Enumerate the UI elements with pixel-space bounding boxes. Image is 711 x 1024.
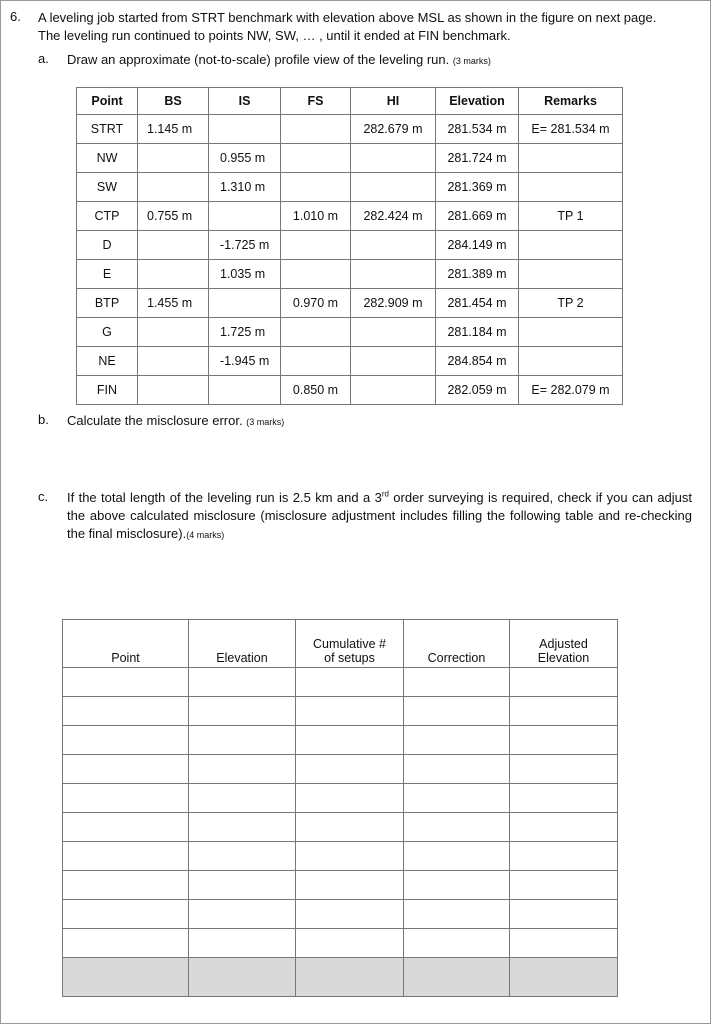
table-row — [63, 668, 618, 697]
cell-hi — [351, 318, 436, 347]
adjust-header-elevation — [189, 620, 296, 668]
adjust-cell-point — [63, 929, 189, 958]
adjust-cell-cumulative-setups — [296, 813, 404, 842]
header-remarks: Remarks — [519, 88, 623, 115]
cell-is — [209, 202, 281, 231]
adjust-cell-cumulative-setups — [296, 900, 404, 929]
cell-bs — [138, 144, 209, 173]
adjust-header-line: Cumulative # — [313, 637, 386, 651]
cell-hi — [351, 260, 436, 289]
leveling-table — [76, 87, 623, 405]
cell-point: STRT — [77, 115, 138, 144]
part-c-prompt-start: If the total length of the leveling run is 2.5 km and a 3 — [67, 490, 382, 505]
table-row — [63, 842, 618, 871]
cell-elevation: 281.389 m — [436, 260, 519, 289]
adjust-cell-cumulative-setups — [296, 842, 404, 871]
cell-remarks — [519, 173, 623, 202]
adjust-cell-adjusted-elevation — [510, 668, 618, 697]
cell-remarks: TP 1 — [519, 202, 623, 231]
cell-fs — [281, 173, 351, 202]
cell-fs — [281, 260, 351, 289]
cell-fs: 0.850 m — [281, 376, 351, 405]
table-row — [63, 929, 618, 958]
cell-elevation: 284.149 m — [436, 231, 519, 260]
cell-is: 1.725 m — [209, 318, 281, 347]
cell-remarks — [519, 231, 623, 260]
cell-elevation: 282.059 m — [436, 376, 519, 405]
cell-point: NE — [77, 347, 138, 376]
cell-hi — [351, 173, 436, 202]
adjust-cell-cumulative-setups — [296, 668, 404, 697]
cell-remarks: E= 282.079 m — [519, 376, 623, 405]
header-point: Point — [77, 88, 138, 115]
adjust-cell-elevation — [189, 784, 296, 813]
adjust-cell-elevation — [189, 929, 296, 958]
adjust-cell-cumulative-setups — [296, 726, 404, 755]
part-c-text — [67, 489, 692, 544]
adjust-header-line: Adjusted — [539, 637, 588, 651]
adjustment-table — [62, 619, 618, 997]
part-c-prompt-end: order surveying is required, check if you can adjust the above calculated misclosure (misclosure adjustment includes filling the following table and re-checking the final misclosure). — [67, 490, 693, 541]
adjust-header-line: Elevation — [216, 651, 268, 665]
cell-bs — [138, 376, 209, 405]
table-row — [77, 376, 623, 405]
adjust-cell-adjusted-elevation — [510, 871, 618, 900]
cell-fs: 0.970 m — [281, 289, 351, 318]
cell-elevation: 281.454 m — [436, 289, 519, 318]
cell-point: FIN — [77, 376, 138, 405]
adjust-header-line: Point — [111, 651, 140, 665]
cell-point: BTP — [77, 289, 138, 318]
adjust-cell-point — [63, 813, 189, 842]
cell-hi — [351, 376, 436, 405]
cell-is: 1.310 m — [209, 173, 281, 202]
cell-point: NW — [77, 144, 138, 173]
table-row — [63, 726, 618, 755]
adjust-cell-point — [63, 842, 189, 871]
table-row — [63, 871, 618, 900]
adjust-cell-cumulative-setups — [296, 697, 404, 726]
adjust-cell-elevation — [189, 871, 296, 900]
adjust-header-line: of setups — [324, 651, 375, 665]
adjust-header-point — [63, 620, 189, 668]
table-row — [63, 813, 618, 842]
cell-elevation: 284.854 m — [436, 347, 519, 376]
adjust-cell-point — [63, 958, 189, 997]
adjust-cell-adjusted-elevation — [510, 958, 618, 997]
table-row — [63, 697, 618, 726]
cell-fs: 1.010 m — [281, 202, 351, 231]
cell-point: G — [77, 318, 138, 347]
adjust-cell-adjusted-elevation — [510, 929, 618, 958]
cell-elevation: 281.724 m — [436, 144, 519, 173]
cell-remarks: TP 2 — [519, 289, 623, 318]
adjust-cell-correction — [404, 842, 510, 871]
part-b-marks: (3 marks) — [246, 417, 285, 427]
adjust-cell-adjusted-elevation — [510, 842, 618, 871]
adjust-cell-correction — [404, 784, 510, 813]
cell-bs — [138, 260, 209, 289]
adjust-cell-correction — [404, 697, 510, 726]
cell-hi: 282.909 m — [351, 289, 436, 318]
cell-elevation: 281.369 m — [436, 173, 519, 202]
table-row — [77, 115, 623, 144]
header-hi: HI — [351, 88, 436, 115]
adjust-header-line: Elevation — [537, 651, 590, 665]
adjust-cell-adjusted-elevation — [510, 813, 618, 842]
cell-is — [209, 376, 281, 405]
adjust-cell-cumulative-setups — [296, 871, 404, 900]
cell-hi — [351, 231, 436, 260]
cell-fs — [281, 318, 351, 347]
question-line-1: A leveling job started from STRT benchmark with elevation above MSL as shown in the figure on next page. — [38, 10, 657, 25]
table-row — [77, 144, 623, 173]
adjust-cell-correction — [404, 929, 510, 958]
cell-fs — [281, 115, 351, 144]
cell-fs — [281, 231, 351, 260]
table-row — [77, 347, 623, 376]
adjust-cell-adjusted-elevation — [510, 900, 618, 929]
adjust-cell-elevation — [189, 842, 296, 871]
table-row — [63, 900, 618, 929]
table-row — [77, 231, 623, 260]
adjust-cell-cumulative-setups — [296, 929, 404, 958]
adjust-cell-point — [63, 726, 189, 755]
part-b-text — [67, 412, 692, 431]
cell-is — [209, 289, 281, 318]
cell-is: 1.035 m — [209, 260, 281, 289]
table-row — [63, 784, 618, 813]
cell-bs — [138, 318, 209, 347]
part-a-prompt: Draw an approximate (not-to-scale) profile view of the leveling run. — [67, 52, 450, 67]
table-row — [77, 289, 623, 318]
adjust-cell-adjusted-elevation — [510, 726, 618, 755]
adjust-cell-point — [63, 900, 189, 929]
adjust-cell-cumulative-setups — [296, 784, 404, 813]
part-b-prompt: Calculate the misclosure error. — [67, 413, 243, 428]
adjust-header-cumulative-setups — [296, 620, 404, 668]
table-row — [63, 755, 618, 784]
adjust-cell-correction — [404, 958, 510, 997]
adjust-cell-elevation — [189, 726, 296, 755]
table-row — [77, 202, 623, 231]
cell-elevation: 281.534 m — [436, 115, 519, 144]
adjust-cell-cumulative-setups — [296, 958, 404, 997]
adjust-cell-adjusted-elevation — [510, 755, 618, 784]
question-text — [38, 9, 698, 45]
cell-bs — [138, 173, 209, 202]
adjust-cell-correction — [404, 813, 510, 842]
adjust-header-correction — [404, 620, 510, 668]
cell-bs: 1.145 m — [138, 115, 209, 144]
cell-remarks — [519, 144, 623, 173]
adjust-cell-point — [63, 755, 189, 784]
part-a-marks: (3 marks) — [452, 56, 491, 66]
question-number: 6. — [10, 9, 21, 24]
adjust-cell-adjusted-elevation — [510, 697, 618, 726]
cell-point: CTP — [77, 202, 138, 231]
cell-elevation: 281.669 m — [436, 202, 519, 231]
header-fs: FS — [281, 88, 351, 115]
table-row — [77, 318, 623, 347]
cell-is: -1.945 m — [209, 347, 281, 376]
adjustment-table-header — [63, 620, 618, 668]
cell-fs — [281, 347, 351, 376]
table-row — [77, 173, 623, 202]
part-a-text — [67, 51, 692, 70]
cell-remarks — [519, 347, 623, 376]
adjust-cell-correction — [404, 726, 510, 755]
cell-point: E — [77, 260, 138, 289]
header-elevation: Elevation — [436, 88, 519, 115]
cell-hi: 282.424 m — [351, 202, 436, 231]
adjust-cell-adjusted-elevation — [510, 784, 618, 813]
adjust-cell-elevation — [189, 958, 296, 997]
cell-point: SW — [77, 173, 138, 202]
cell-remarks — [519, 260, 623, 289]
part-a-letter: a. — [38, 51, 49, 66]
adjust-cell-correction — [404, 900, 510, 929]
cell-hi — [351, 144, 436, 173]
cell-is: -1.725 m — [209, 231, 281, 260]
adjust-cell-correction — [404, 871, 510, 900]
cell-is: 0.955 m — [209, 144, 281, 173]
question-line-2: The leveling run continued to points NW, SW, … , until it ended at FIN benchmark. — [38, 28, 511, 43]
cell-fs — [281, 144, 351, 173]
adjust-cell-elevation — [189, 813, 296, 842]
cell-bs — [138, 347, 209, 376]
adjust-cell-elevation — [189, 755, 296, 784]
adjust-header-line: Correction — [427, 651, 486, 665]
adjust-cell-cumulative-setups — [296, 755, 404, 784]
part-c-marks: (4 marks) — [186, 530, 225, 540]
adjust-cell-correction — [404, 755, 510, 784]
adjust-cell-correction — [404, 668, 510, 697]
cell-hi — [351, 347, 436, 376]
table-row — [63, 958, 618, 997]
part-b-letter: b. — [38, 412, 49, 427]
adjust-header-adjusted-elevation — [510, 620, 618, 668]
leveling-table-header — [77, 88, 623, 115]
header-is: IS — [209, 88, 281, 115]
cell-bs: 0.755 m — [138, 202, 209, 231]
cell-remarks: E= 281.534 m — [519, 115, 623, 144]
cell-point: D — [77, 231, 138, 260]
leveling-table-body — [77, 115, 623, 405]
adjust-cell-point — [63, 668, 189, 697]
adjust-cell-elevation — [189, 900, 296, 929]
cell-bs: 1.455 m — [138, 289, 209, 318]
cell-is — [209, 115, 281, 144]
cell-bs — [138, 231, 209, 260]
adjust-cell-point — [63, 784, 189, 813]
adjust-cell-point — [63, 871, 189, 900]
cell-elevation: 281.184 m — [436, 318, 519, 347]
table-row — [77, 260, 623, 289]
adjust-cell-point — [63, 697, 189, 726]
adjustment-table-body — [63, 668, 618, 997]
adjust-cell-elevation — [189, 697, 296, 726]
cell-hi: 282.679 m — [351, 115, 436, 144]
header-bs: BS — [138, 88, 209, 115]
cell-remarks — [519, 318, 623, 347]
part-c-ordinal: rd — [381, 489, 389, 499]
part-c-letter: c. — [38, 489, 49, 504]
adjust-cell-elevation — [189, 668, 296, 697]
